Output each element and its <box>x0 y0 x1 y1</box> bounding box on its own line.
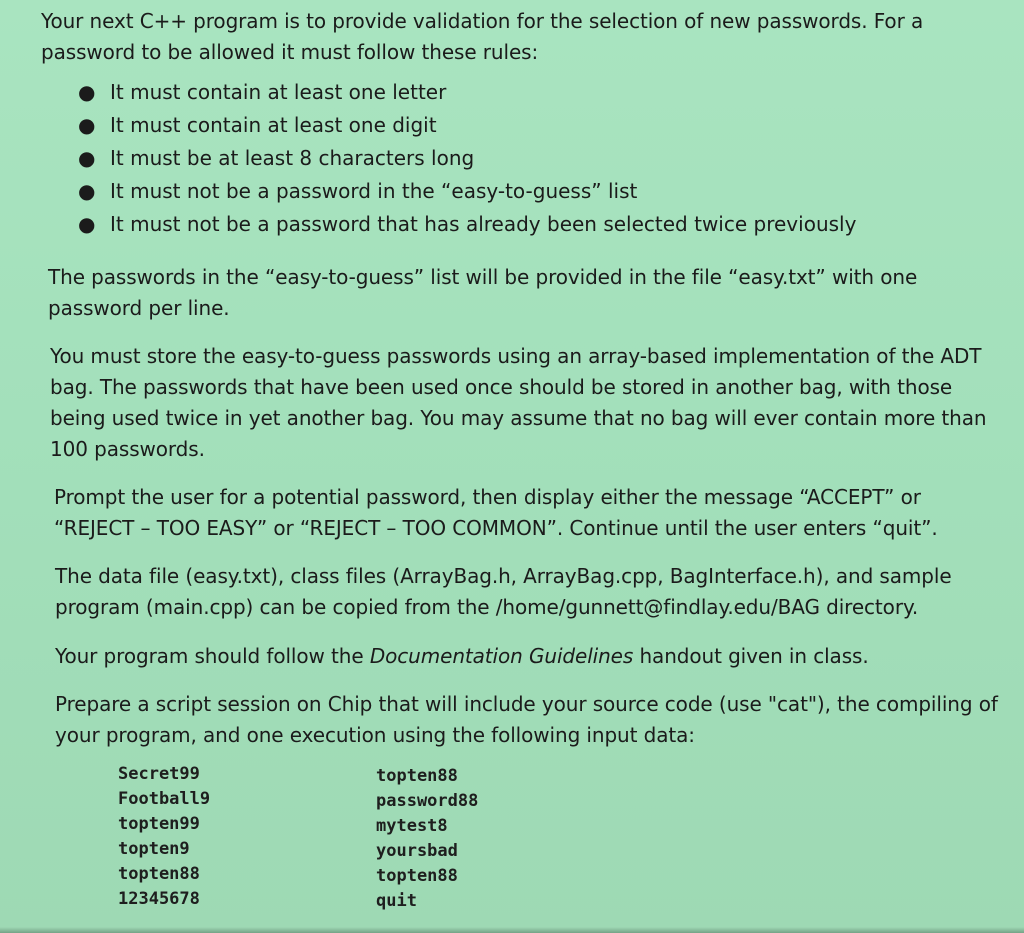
input-data-left-column <box>118 762 210 912</box>
input-data-item: quit <box>376 891 417 911</box>
input-data-item: mytest8 <box>376 816 448 836</box>
rule-text: It must contain at least one letter <box>110 80 447 104</box>
input-data-item: password88 <box>376 791 479 811</box>
rule-text: It must not be a password in the “easy-to-guess” list <box>110 179 638 203</box>
bullet-icon: ● <box>78 212 96 236</box>
rule-text: It must be at least 8 characters long <box>110 146 475 170</box>
input-data-item: Football9 <box>118 789 211 809</box>
input-data-item: yoursbad <box>376 841 458 861</box>
input-data-right-column <box>376 764 478 914</box>
documentation-paragraph <box>55 641 1005 672</box>
bullet-icon: ● <box>78 113 96 137</box>
list-item <box>78 208 856 241</box>
intro-paragraph: Your next C++ program is to provide validation for the selection of new passwords. For a password to be allowed it must follow these rules: <box>41 9 924 64</box>
input-data-item: topten88 <box>376 766 458 786</box>
data-files-paragraph: The data file (easy.txt), class files (ArrayBag.h, ArrayBag.cpp, BagInterface.h), and sample program (main.cpp) can be copied from the /home/gunnett@findlay.edu/BAG directory. <box>55 564 952 619</box>
rule-text: It must not be a password that has already been selected twice previously <box>110 212 857 236</box>
list-item <box>78 142 856 175</box>
input-data-item: Secret99 <box>118 764 200 784</box>
documentation-text-before: Your program should follow the <box>55 644 370 668</box>
list-item <box>78 175 856 208</box>
list-item <box>78 76 856 109</box>
page-bottom-shadow <box>0 927 1024 933</box>
password-rules-list <box>78 76 856 241</box>
input-data-item: 12345678 <box>118 889 200 909</box>
list-item <box>78 109 856 142</box>
script-session-paragraph: Prepare a script session on Chip that will include your source code (use "cat"), the compiling of your program, and one execution using the following input data: <box>55 692 998 747</box>
input-data-item: topten9 <box>118 839 190 859</box>
bullet-icon: ● <box>78 146 96 170</box>
storage-paragraph: You must store the easy-to-guess passwords using an array-based implementation of the ADT bag. The passwords that have been used once should be stored in another bag, with those being used twice in yet another bag. You may assume that no bag will ever contain more than 100 passwords. <box>50 344 987 461</box>
rule-text: It must contain at least one digit <box>110 113 437 137</box>
prompt-paragraph: Prompt the user for a potential password, then display either the message “ACCEPT” or “REJECT – TOO EASY” or “REJECT – TOO COMMON”. Continue until the user enters “quit”. <box>54 485 938 540</box>
bullet-icon: ● <box>78 80 96 104</box>
bullet-icon: ● <box>78 179 96 203</box>
input-data-item: topten88 <box>118 864 200 884</box>
input-data-item: topten99 <box>118 814 200 834</box>
easy-list-paragraph: The passwords in the “easy-to-guess” list will be provided in the file “easy.txt” with one password per line. <box>48 265 918 320</box>
documentation-guidelines-title: Documentation Guidelines <box>369 644 634 668</box>
input-data-item: topten88 <box>376 866 458 886</box>
documentation-text-after: handout given in class. <box>633 644 869 668</box>
